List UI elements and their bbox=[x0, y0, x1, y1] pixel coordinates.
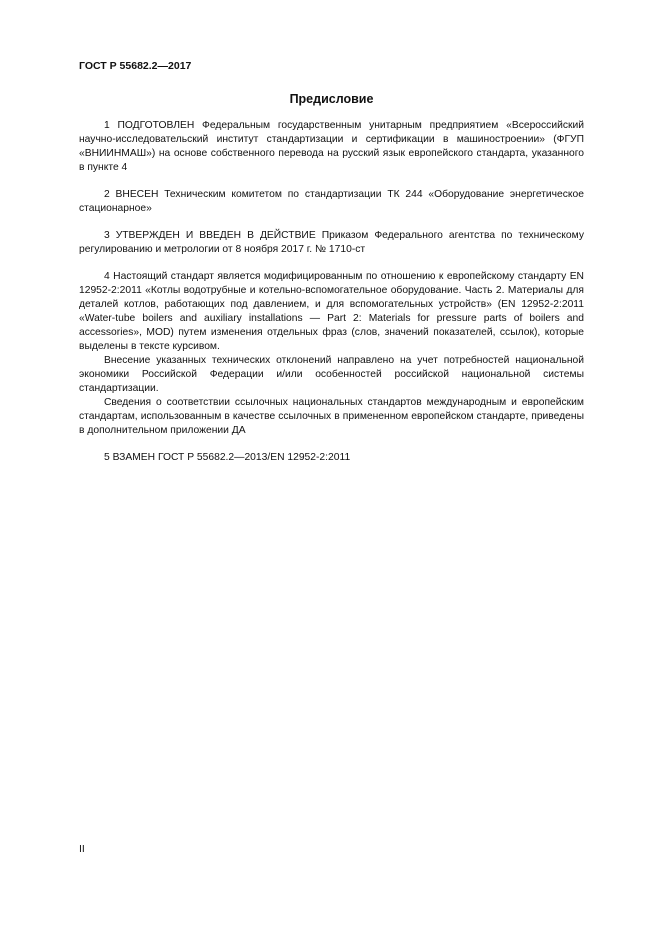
page-title: Предисловие bbox=[289, 92, 374, 106]
document-id-header: ГОСТ Р 55682.2—2017 bbox=[79, 60, 192, 72]
paragraph-introduced: 2 ВНЕСЕН Техническим комитетом по стандартизации ТК 244 «Оборудование энергетическое стационарное» bbox=[79, 189, 584, 214]
page-number: II bbox=[79, 843, 85, 855]
paragraph-deviations: Внесение указанных технических отклонений направлено на учет потребностей национальной экономики Российской Федерации и/или особенностей российской национальной системы стандартизации. bbox=[79, 355, 584, 394]
paragraph-modified-standard: 4 Настоящий стандарт является модифицированным по отношению к европейскому стандарту EN 12952-2:2011 «Котлы водотрубные и котельно-вспомогательное оборудование. Часть 2. Материалы для деталей котлов, работающих под давлением, и для вспомогательных устройств» (EN 12952-2:2011 «Water-tube boilers and auxiliary installations — Part 2: Materials for pressure parts of boilers and accessories», MOD) путем изменения отдельных фраз (слов, значений показателей, ссылок), которые выделены в тексте курсивом. bbox=[79, 271, 584, 352]
paragraph-references: Сведения о соответствии ссылочных национальных стандартов международным и европейским стандартам, использованным в качестве ссылочных в примененном европейском стандарте, приведены в дополнительном приложении ДА bbox=[79, 397, 584, 436]
preface-body bbox=[79, 119, 584, 465]
paragraph-prepared: 1 ПОДГОТОВЛЕН Федеральным государственным унитарным предприятием «Всероссийский научно-исследовательский институт стандартизации и сертификации в машиностроении» (ФГУП «ВНИИНМАШ») на основе собственного перевода на русский язык европейского стандарта, указанного в пункте 4 bbox=[79, 120, 584, 173]
paragraph-approved: 3 УТВЕРЖДЕН И ВВЕДЕН В ДЕЙСТВИЕ Приказом Федерального агентства по техническому регулированию и метрологии от 8 ноября 2017 г. № 1710-ст bbox=[79, 230, 584, 255]
paragraph-replaced: 5 ВЗАМЕН ГОСТ Р 55682.2—2013/EN 12952-2:2011 bbox=[104, 452, 351, 463]
